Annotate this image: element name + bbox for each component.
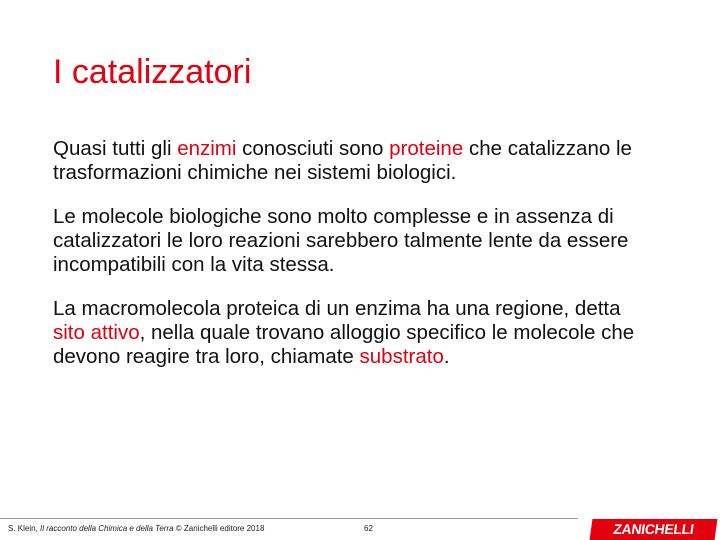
footer-author: S. Klein, — [8, 524, 41, 533]
text-segment: Quasi tutti gli — [53, 137, 178, 160]
highlighted-term: proteine — [389, 137, 464, 160]
footer-book-title: Il racconto della Chimica e della Terra — [40, 524, 174, 533]
text-segment: conosciuti sono — [236, 137, 390, 160]
footer-divider — [0, 518, 578, 519]
page-number: 62 — [364, 524, 373, 533]
text-segment: , nella quale trovano alloggio specifico le molecole che devono reagire tra loro, chiamate — [53, 321, 635, 368]
paragraph — [53, 297, 653, 369]
footer-credit — [8, 524, 264, 533]
paragraph — [53, 205, 653, 277]
slide-title: I catalizzatori — [53, 53, 252, 91]
text-segment: La macromolecola proteica di un enzima ha una regione, detta — [53, 297, 621, 320]
text-segment: Le molecole biologiche sono molto complesse e in assenza di catalizzatori le loro reazioni sarebbero talmente lente da essere incompatibili con la vita stessa. — [53, 205, 629, 276]
paragraph — [53, 137, 653, 185]
highlighted-term: sito attivo — [53, 321, 140, 344]
text-segment: . — [443, 345, 450, 368]
text-segment: che catalizzano le trasformazioni chimiche nei sistemi biologici. — [53, 137, 632, 184]
footer-publisher: © Zanichelli editore 2018 — [173, 524, 265, 533]
highlighted-term: enzimi — [177, 137, 237, 160]
zanichelli-logo: ZANICHELLI — [590, 519, 718, 540]
highlighted-term: substrato — [359, 345, 444, 368]
slide-body — [53, 137, 653, 389]
